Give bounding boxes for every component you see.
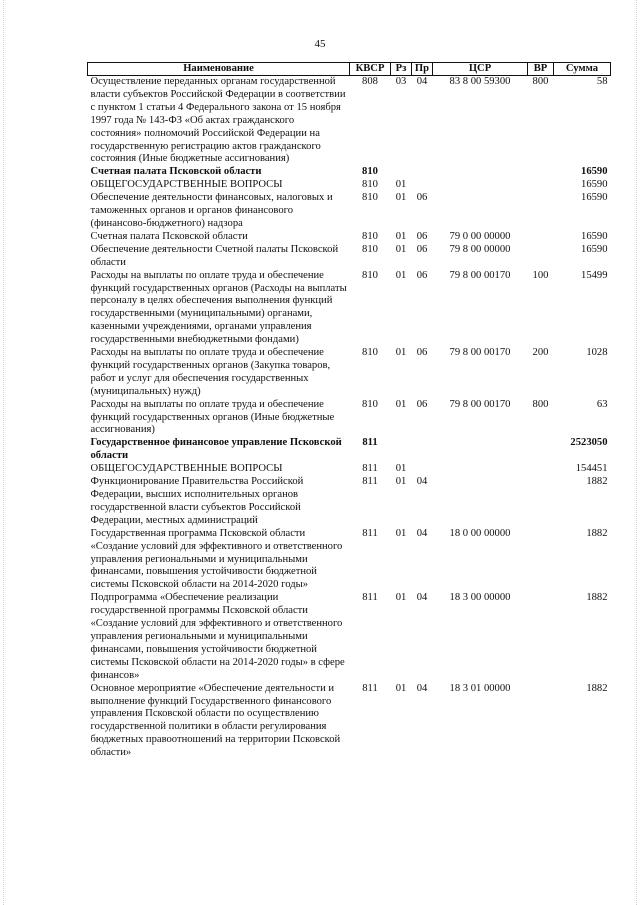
cell-sum: 2523050 bbox=[570, 437, 608, 449]
cell-pr bbox=[412, 166, 433, 179]
cell-pr: 06 bbox=[416, 192, 428, 204]
cell-pr: 06 bbox=[416, 347, 428, 359]
cell-vr bbox=[528, 166, 554, 179]
cell-sum: 154451 bbox=[575, 463, 608, 475]
cell-rz: 01 bbox=[395, 527, 407, 539]
cell-csr: 79 8 00 00170 bbox=[449, 347, 511, 359]
cell-vr: 100 bbox=[532, 269, 549, 281]
cell-csr bbox=[433, 179, 528, 192]
header-csr: ЦСР bbox=[433, 63, 528, 76]
cell-pr bbox=[412, 437, 433, 463]
cell-pr: 04 bbox=[416, 476, 428, 488]
cell-rz: 01 bbox=[395, 192, 407, 204]
cell-kvsr: 811 bbox=[362, 463, 378, 475]
table-row bbox=[88, 399, 611, 438]
cell-name: ОБЩЕГОСУДАРСТВЕННЫЕ ВОПРОСЫ bbox=[90, 463, 283, 475]
cell-vr bbox=[528, 231, 554, 244]
cell-vr bbox=[528, 463, 554, 476]
cell-vr bbox=[528, 476, 554, 528]
cell-rz: 01 bbox=[395, 179, 407, 191]
header-kvsr: КВСР bbox=[350, 63, 391, 76]
cell-vr bbox=[528, 683, 554, 760]
cell-rz: 03 bbox=[395, 76, 407, 87]
cell-sum: 15499 bbox=[581, 269, 608, 281]
cell-kvsr: 811 bbox=[362, 527, 378, 539]
cell-name: Счетная палата Псковской области bbox=[90, 166, 262, 178]
cell-name: Осуществление переданных органам государственной власти субъектов Российской Федерации в соответствии с пунктом 1 статьи 4 Федерального закона от 15 ноября 1997 года № 143-ФЗ «Об актах гражданского состояния» полномочий Российской Федерации на государственную регистрацию актов гражданского состояния (Иные бюджетные ассигнования) bbox=[90, 76, 346, 165]
cell-csr: 79 8 00 00170 bbox=[449, 269, 511, 281]
cell-vr bbox=[528, 244, 554, 270]
cell-pr: 06 bbox=[416, 269, 428, 281]
cell-rz bbox=[391, 437, 412, 463]
cell-rz: 01 bbox=[395, 269, 407, 281]
cell-csr bbox=[433, 192, 528, 231]
cell-kvsr: 810 bbox=[362, 269, 378, 281]
cell-kvsr: 811 bbox=[362, 682, 378, 694]
cell-kvsr: 810 bbox=[362, 243, 378, 255]
cell-kvsr: 810 bbox=[362, 230, 378, 242]
cell-csr bbox=[433, 437, 528, 463]
table-row bbox=[88, 347, 611, 399]
cell-sum: 16590 bbox=[581, 243, 608, 255]
cell-pr: 06 bbox=[416, 243, 428, 255]
cell-kvsr: 810 bbox=[362, 179, 378, 191]
table-row bbox=[88, 76, 611, 167]
cell-vr: 800 bbox=[532, 76, 549, 87]
cell-csr bbox=[433, 463, 528, 476]
cell-name: Обеспечение деятельности Счетной палаты Псковской области bbox=[90, 243, 339, 268]
cell-pr: 06 bbox=[416, 230, 428, 242]
header-name: Наименование bbox=[88, 63, 350, 76]
cell-name: Обеспечение деятельности финансовых, налоговых и таможенных органов и органов финансового (финансово-бюджетного) надзора bbox=[90, 192, 333, 229]
header-sum: Сумма bbox=[554, 63, 611, 76]
cell-name: ОБЩЕГОСУДАРСТВЕННЫЕ ВОПРОСЫ bbox=[90, 179, 283, 191]
table-row bbox=[88, 683, 611, 760]
scan-edge-left bbox=[3, 0, 6, 905]
cell-vr bbox=[528, 437, 554, 463]
cell-pr: 04 bbox=[416, 76, 428, 87]
header-vr: ВР bbox=[528, 63, 554, 76]
cell-pr bbox=[412, 179, 433, 192]
cell-vr: 200 bbox=[532, 347, 549, 359]
cell-name: Расходы на выплаты по оплате труда и обеспечение функций государственных органов (Закупка товаров, работ и услуг для обеспечения государственных (муниципальных) нужд) bbox=[90, 347, 331, 397]
cell-sum: 16590 bbox=[581, 192, 608, 204]
cell-name: Государственная программа Псковской области «Создание условий для эффективного и ответственного управления региональными и муниципальными финансами, повышения устойчивости бюджетной системы Псковской области на 2014-2020 годы» bbox=[90, 527, 343, 591]
cell-sum: 16590 bbox=[581, 179, 608, 191]
cell-sum: 1882 bbox=[586, 476, 608, 488]
cell-sum: 16590 bbox=[581, 166, 608, 178]
cell-rz: 01 bbox=[395, 476, 407, 488]
cell-sum: 63 bbox=[596, 398, 608, 410]
cell-pr: 04 bbox=[416, 527, 428, 539]
cell-rz: 01 bbox=[395, 398, 407, 410]
cell-sum: 1028 bbox=[586, 347, 608, 359]
cell-csr: 79 8 00 00000 bbox=[449, 243, 511, 255]
table-row bbox=[88, 437, 611, 463]
cell-vr bbox=[528, 179, 554, 192]
cell-rz: 01 bbox=[395, 230, 407, 242]
cell-name: Основное мероприятие «Обеспечение деятельности и выполнение функций Государственного финансового управления Псковской области по осуществлению государственной политики в области регулирования бюджетных правоотношений на территории Псковской области» bbox=[90, 682, 341, 759]
cell-rz bbox=[391, 166, 412, 179]
cell-name: Подпрограмма «Обеспечение реализации государственной программы Псковской области «Создание условий для эффективного и ответственного управления региональными и муниципальными финансами, повышения устойчивости бюджетной системы Псковской области на 2014-2020 годы» в сфере финансов» bbox=[90, 592, 345, 681]
cell-name: Государственное финансовое управление Псковской области bbox=[90, 437, 342, 462]
cell-csr: 79 8 00 00170 bbox=[449, 398, 511, 410]
cell-rz: 01 bbox=[395, 592, 407, 604]
cell-pr: 04 bbox=[416, 682, 428, 694]
cell-pr: 06 bbox=[416, 398, 428, 410]
cell-csr bbox=[433, 166, 528, 179]
table-row bbox=[88, 166, 611, 179]
table-row bbox=[88, 192, 611, 231]
cell-vr bbox=[528, 528, 554, 593]
cell-kvsr: 810 bbox=[362, 166, 378, 178]
cell-name: Расходы на выплаты по оплате труда и обеспечение функций государственных органов (Иные бюджетные ассигнования) bbox=[90, 398, 335, 436]
cell-csr: 83 8 00 59300 bbox=[449, 76, 511, 87]
cell-vr: 800 bbox=[532, 398, 549, 410]
cell-vr bbox=[528, 592, 554, 682]
page-number: 45 bbox=[314, 38, 326, 50]
cell-sum: 58 bbox=[596, 76, 608, 87]
cell-rz: 01 bbox=[395, 682, 407, 694]
cell-csr: 18 0 00 00000 bbox=[449, 527, 511, 539]
cell-kvsr: 810 bbox=[362, 192, 378, 204]
cell-vr bbox=[528, 192, 554, 231]
cell-kvsr: 811 bbox=[362, 437, 378, 449]
cell-sum: 1882 bbox=[586, 682, 608, 694]
cell-kvsr: 808 bbox=[362, 76, 378, 87]
table-header bbox=[88, 63, 611, 76]
table-row bbox=[88, 270, 611, 347]
table-row bbox=[88, 592, 611, 682]
cell-csr: 79 0 00 00000 bbox=[449, 230, 511, 242]
cell-sum: 1882 bbox=[586, 527, 608, 539]
table-row bbox=[88, 244, 611, 270]
cell-kvsr: 810 bbox=[362, 398, 378, 410]
cell-pr: 04 bbox=[416, 592, 428, 604]
header-pr: Пр bbox=[412, 63, 433, 76]
cell-csr bbox=[433, 476, 528, 528]
budget-table bbox=[87, 62, 611, 760]
table-row bbox=[88, 476, 611, 528]
table-row bbox=[88, 528, 611, 593]
cell-kvsr: 811 bbox=[362, 592, 378, 604]
cell-csr: 18 3 00 00000 bbox=[449, 592, 511, 604]
cell-rz: 01 bbox=[395, 463, 407, 475]
scan-edge-right bbox=[634, 0, 637, 905]
table-row bbox=[88, 463, 611, 476]
cell-kvsr: 810 bbox=[362, 347, 378, 359]
cell-name: Счетная палата Псковской области bbox=[90, 230, 248, 242]
table-body bbox=[88, 76, 611, 761]
table-row bbox=[88, 179, 611, 192]
header-rz: Рз bbox=[391, 63, 412, 76]
table-row bbox=[88, 231, 611, 244]
cell-kvsr: 811 bbox=[362, 476, 378, 488]
cell-sum: 1882 bbox=[586, 592, 608, 604]
cell-name: Функционирование Правительства Российской Федерации, высших исполнительных органов государственной власти субъектов Российской Федерации, местных администраций bbox=[90, 476, 304, 526]
cell-rz: 01 bbox=[395, 243, 407, 255]
cell-pr bbox=[412, 463, 433, 476]
cell-name: Расходы на выплаты по оплате труда и обеспечение функций государственных органов (Расходы на выплаты персоналу в целях обеспечения выполнения функций государственными (муниципальными) органами, казенными учреждениями, органами управления государственными внебюджетными фондами) bbox=[90, 269, 347, 346]
cell-sum: 16590 bbox=[581, 230, 608, 242]
cell-csr: 18 3 01 00000 bbox=[449, 682, 511, 694]
cell-rz: 01 bbox=[395, 347, 407, 359]
